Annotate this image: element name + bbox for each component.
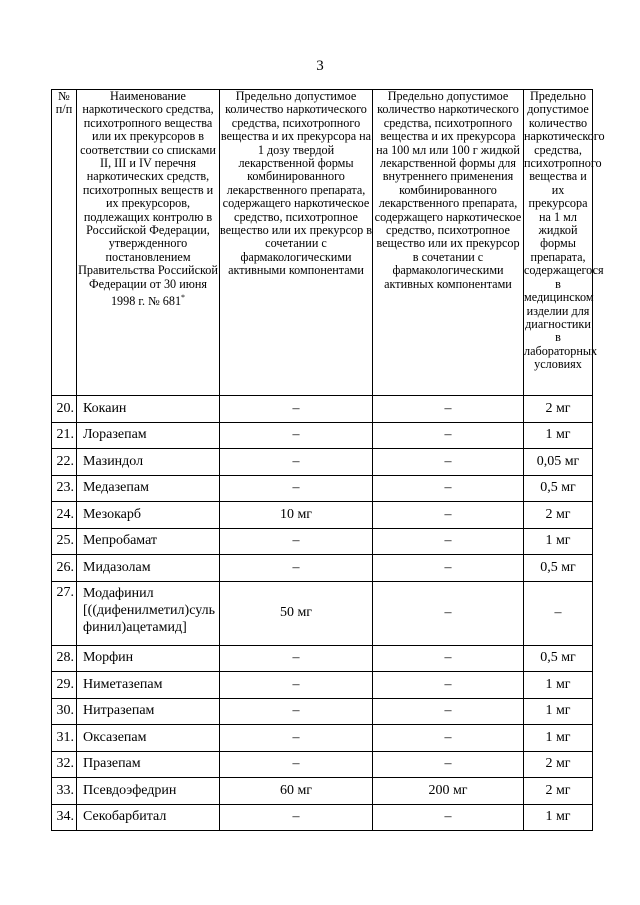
row-number: 22. [52, 449, 77, 476]
table-row [52, 528, 593, 555]
table-row [52, 751, 593, 778]
row-number: 31. [52, 725, 77, 752]
liquid-form-limit: – [373, 422, 524, 449]
diagnostic-limit: 2 мг [524, 396, 593, 423]
solid-form-limit: 60 мг [220, 778, 373, 805]
diagnostic-limit: 1 мг [524, 528, 593, 555]
substance-name: Празепам [77, 751, 220, 778]
page-number: 3 [316, 58, 324, 74]
liquid-form-limit: – [373, 698, 524, 725]
row-number: 20. [52, 396, 77, 423]
substance-name: Мезокарб [77, 502, 220, 529]
solid-form-limit: – [220, 751, 373, 778]
row-number: 34. [52, 804, 77, 831]
solid-form-limit: – [220, 555, 373, 582]
table-row [52, 778, 593, 805]
table-row [52, 475, 593, 502]
liquid-form-limit: – [373, 528, 524, 555]
liquid-form-limit: – [373, 449, 524, 476]
table-row [52, 449, 593, 476]
row-number: 33. [52, 778, 77, 805]
solid-form-limit: – [220, 449, 373, 476]
solid-form-limit: – [220, 725, 373, 752]
solid-form-limit: – [220, 645, 373, 672]
substance-name: Кокаин [77, 396, 220, 423]
solid-form-limit: – [220, 396, 373, 423]
table-row [52, 396, 593, 423]
substance-name: Лоразепам [77, 422, 220, 449]
liquid-form-limit: – [373, 751, 524, 778]
diagnostic-limit: 0,5 мг [524, 645, 593, 672]
substance-name: Мепробамат [77, 528, 220, 555]
diagnostic-limit: 1 мг [524, 725, 593, 752]
table-row [52, 804, 593, 831]
header-liquid-form-limit: Предельно допустимое количество наркотического средства, психотропного вещества и их прекурсора на 100 мл или 100 г жидкой лекарственной формы для внутреннего применения комбинированного лекарственного препарата, содержащего наркотическое средство, психотропное вещество или их прекурсор в сочетании с фармакологическими активных компонентами [373, 90, 524, 396]
header-diagnostic-limit: Предельно допустимое количество наркотического средства, психотропного вещества и их прекурсора на 1 мл жидкой формы препарата, содержащегося в медицинском изделии для диагностики в лабораторных условиях [524, 90, 593, 396]
diagnostic-limit: 0,5 мг [524, 555, 593, 582]
substance-name [77, 581, 220, 645]
table-row [52, 555, 593, 582]
substance-name: Мидазолам [77, 555, 220, 582]
solid-form-limit: – [220, 422, 373, 449]
substance-name: Морфин [77, 645, 220, 672]
solid-form-limit: – [220, 672, 373, 699]
row-number: 25. [52, 528, 77, 555]
table-row [52, 581, 593, 645]
diagnostic-limit: 0,5 мг [524, 475, 593, 502]
table-row [52, 645, 593, 672]
table-row [52, 725, 593, 752]
liquid-form-limit: – [373, 804, 524, 831]
substance-name: Псевдоэфедрин [77, 778, 220, 805]
row-number: 24. [52, 502, 77, 529]
diagnostic-limit: 1 мг [524, 804, 593, 831]
substance-name: Ниметазепам [77, 672, 220, 699]
substance-name-line: Модафинил [83, 585, 154, 601]
row-number: 21. [52, 422, 77, 449]
diagnostic-limit: 2 мг [524, 502, 593, 529]
solid-form-limit: – [220, 475, 373, 502]
diagnostic-limit: 1 мг [524, 698, 593, 725]
table-row [52, 672, 593, 699]
row-number: 27. [52, 581, 77, 645]
substance-name: Мазиндол [77, 449, 220, 476]
liquid-form-limit: – [373, 502, 524, 529]
diagnostic-limit: – [524, 581, 593, 645]
diagnostic-limit: 1 мг [524, 422, 593, 449]
liquid-form-limit: – [373, 725, 524, 752]
header-number: № п/п [52, 90, 77, 396]
substance-name: Секобарбитал [77, 804, 220, 831]
liquid-form-limit: 200 мг [373, 778, 524, 805]
row-number: 28. [52, 645, 77, 672]
table-header-row [52, 90, 593, 396]
diagnostic-limit: 1 мг [524, 672, 593, 699]
header-solid-form-limit: Предельно допустимое количество наркотического средства, психотропного вещества и их прекурсора на 1 дозу твердой лекарственной формы комбинированного лекарственного препарата, содержащего наркотическое средство, психотропное вещество или их прекурсор в сочетании с фармакологическими активными компонентами [220, 90, 373, 396]
diagnostic-limit: 2 мг [524, 751, 593, 778]
row-number: 26. [52, 555, 77, 582]
liquid-form-limit: – [373, 672, 524, 699]
liquid-form-limit: – [373, 645, 524, 672]
solid-form-limit: – [220, 804, 373, 831]
row-number: 32. [52, 751, 77, 778]
liquid-form-limit: – [373, 581, 524, 645]
solid-form-limit: – [220, 698, 373, 725]
liquid-form-limit: – [373, 475, 524, 502]
solid-form-limit: 50 мг [220, 581, 373, 645]
diagnostic-limit: 2 мг [524, 778, 593, 805]
substance-name: Оксазепам [77, 725, 220, 752]
substances-table [51, 89, 605, 831]
substance-name-line: [((дифенилметил)суль [83, 602, 215, 618]
solid-form-limit: 10 мг [220, 502, 373, 529]
substance-name: Медазепам [77, 475, 220, 502]
solid-form-limit: – [220, 528, 373, 555]
row-number: 30. [52, 698, 77, 725]
liquid-form-limit: – [373, 396, 524, 423]
row-number: 23. [52, 475, 77, 502]
diagnostic-limit: 0,05 мг [524, 449, 593, 476]
substance-name-line: финил)ацетамид] [83, 619, 187, 635]
table-row [52, 698, 593, 725]
table-row [52, 502, 593, 529]
table-row [52, 422, 593, 449]
substance-name: Нитразепам [77, 698, 220, 725]
header-substance-name: Наименование наркотического средства, психотропного вещества или их прекурсоров в соответствии со списками II, III и IV перечня наркотических средств, психотропных веществ и их прекурсоров, подлежащих контролю в Российской Федерации, утвержденного постановлением Правительства Российской Федерации от 30 июня 1998 г. № 681* [77, 90, 220, 396]
row-number: 29. [52, 672, 77, 699]
liquid-form-limit: – [373, 555, 524, 582]
